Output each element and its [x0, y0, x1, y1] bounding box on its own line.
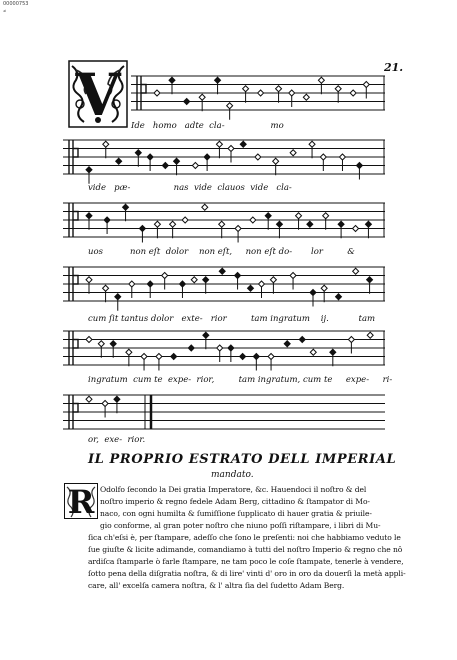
lyric-line-2: vide pæ- nas vide clauos vide cla- — [88, 183, 292, 193]
lyric-line-6: or, exe- rior. — [88, 435, 146, 445]
archive-mark: ≠ — [3, 8, 7, 13]
music-staff — [131, 64, 385, 122]
paragraph-line-2: noſtro imperio & regno fedele Adam Berg, cittadino & ſtampator di Mo- — [100, 497, 370, 506]
lyric-line-4: cum ſit tantus dolor exte- rior tam ingratum ij. tam — [88, 314, 376, 324]
paragraph-line-9: care, all' excelſa camera noſtra, & l' altra ſia del ſudetto Adam Berg. — [88, 581, 345, 590]
page-number: 21. — [384, 61, 404, 74]
paragraph-line-8: ſotto pena della diſgratia noſtra, & di lire' vinti d' oro in oro da douerſi la metà appli- — [88, 569, 406, 578]
paragraph-line-6: ſue giuſte & licite adimande, comandiamo à tutti del noſtro Imperio & regno che nô — [88, 545, 403, 554]
initial-v-letter: V — [75, 61, 121, 128]
lyric-line-3: uos non eſt dolor non eſt, non eſt do- lor & — [88, 247, 355, 257]
music-staff — [63, 128, 385, 186]
section-subtitle: mandato. — [211, 470, 254, 480]
music-staff — [63, 255, 385, 313]
music-staff — [63, 319, 385, 377]
paragraph-line-1: Odolfo ſecondo la Dei gratia Imperatore, &c. Hauendoci il noſtro & del — [100, 485, 367, 494]
decorated-initial-v — [68, 60, 128, 128]
lyric-line-1: Ide homo adte cla- mo — [131, 121, 284, 131]
archive-id: 00000753 — [3, 1, 29, 7]
paragraph-line-4: gio conforme, al gran poter noſtro che niuno poſſi riſtampare, i libri di Mu- — [100, 521, 381, 530]
initial-r-letter: R — [67, 483, 95, 519]
decorated-initial-r — [64, 483, 98, 519]
section-title: IL PROPRIO ESTRATO DELL IMPERIAL — [88, 452, 397, 467]
music-staff — [63, 191, 385, 249]
paragraph-line-3: naco, con ogni humilta & ſumiſſione ſupplicato di hauer gratia & priuile- — [100, 509, 372, 518]
lyric-line-5: ingratum cum te expe- rior, tam ingratum, cum te expe- ri- — [88, 375, 393, 385]
music-staff — [63, 383, 385, 441]
paragraph-line-5: ſica ch'eſsi è, per ſtampare, adeſſo che ſono le preſenti: noi che habbiamo veduto le — [88, 533, 401, 542]
paragraph-line-7: ardiſca ſtamparle ò farle ſtampare, ne tam poco le coſe ſtampate, tenerle à vendere, — [88, 557, 404, 566]
